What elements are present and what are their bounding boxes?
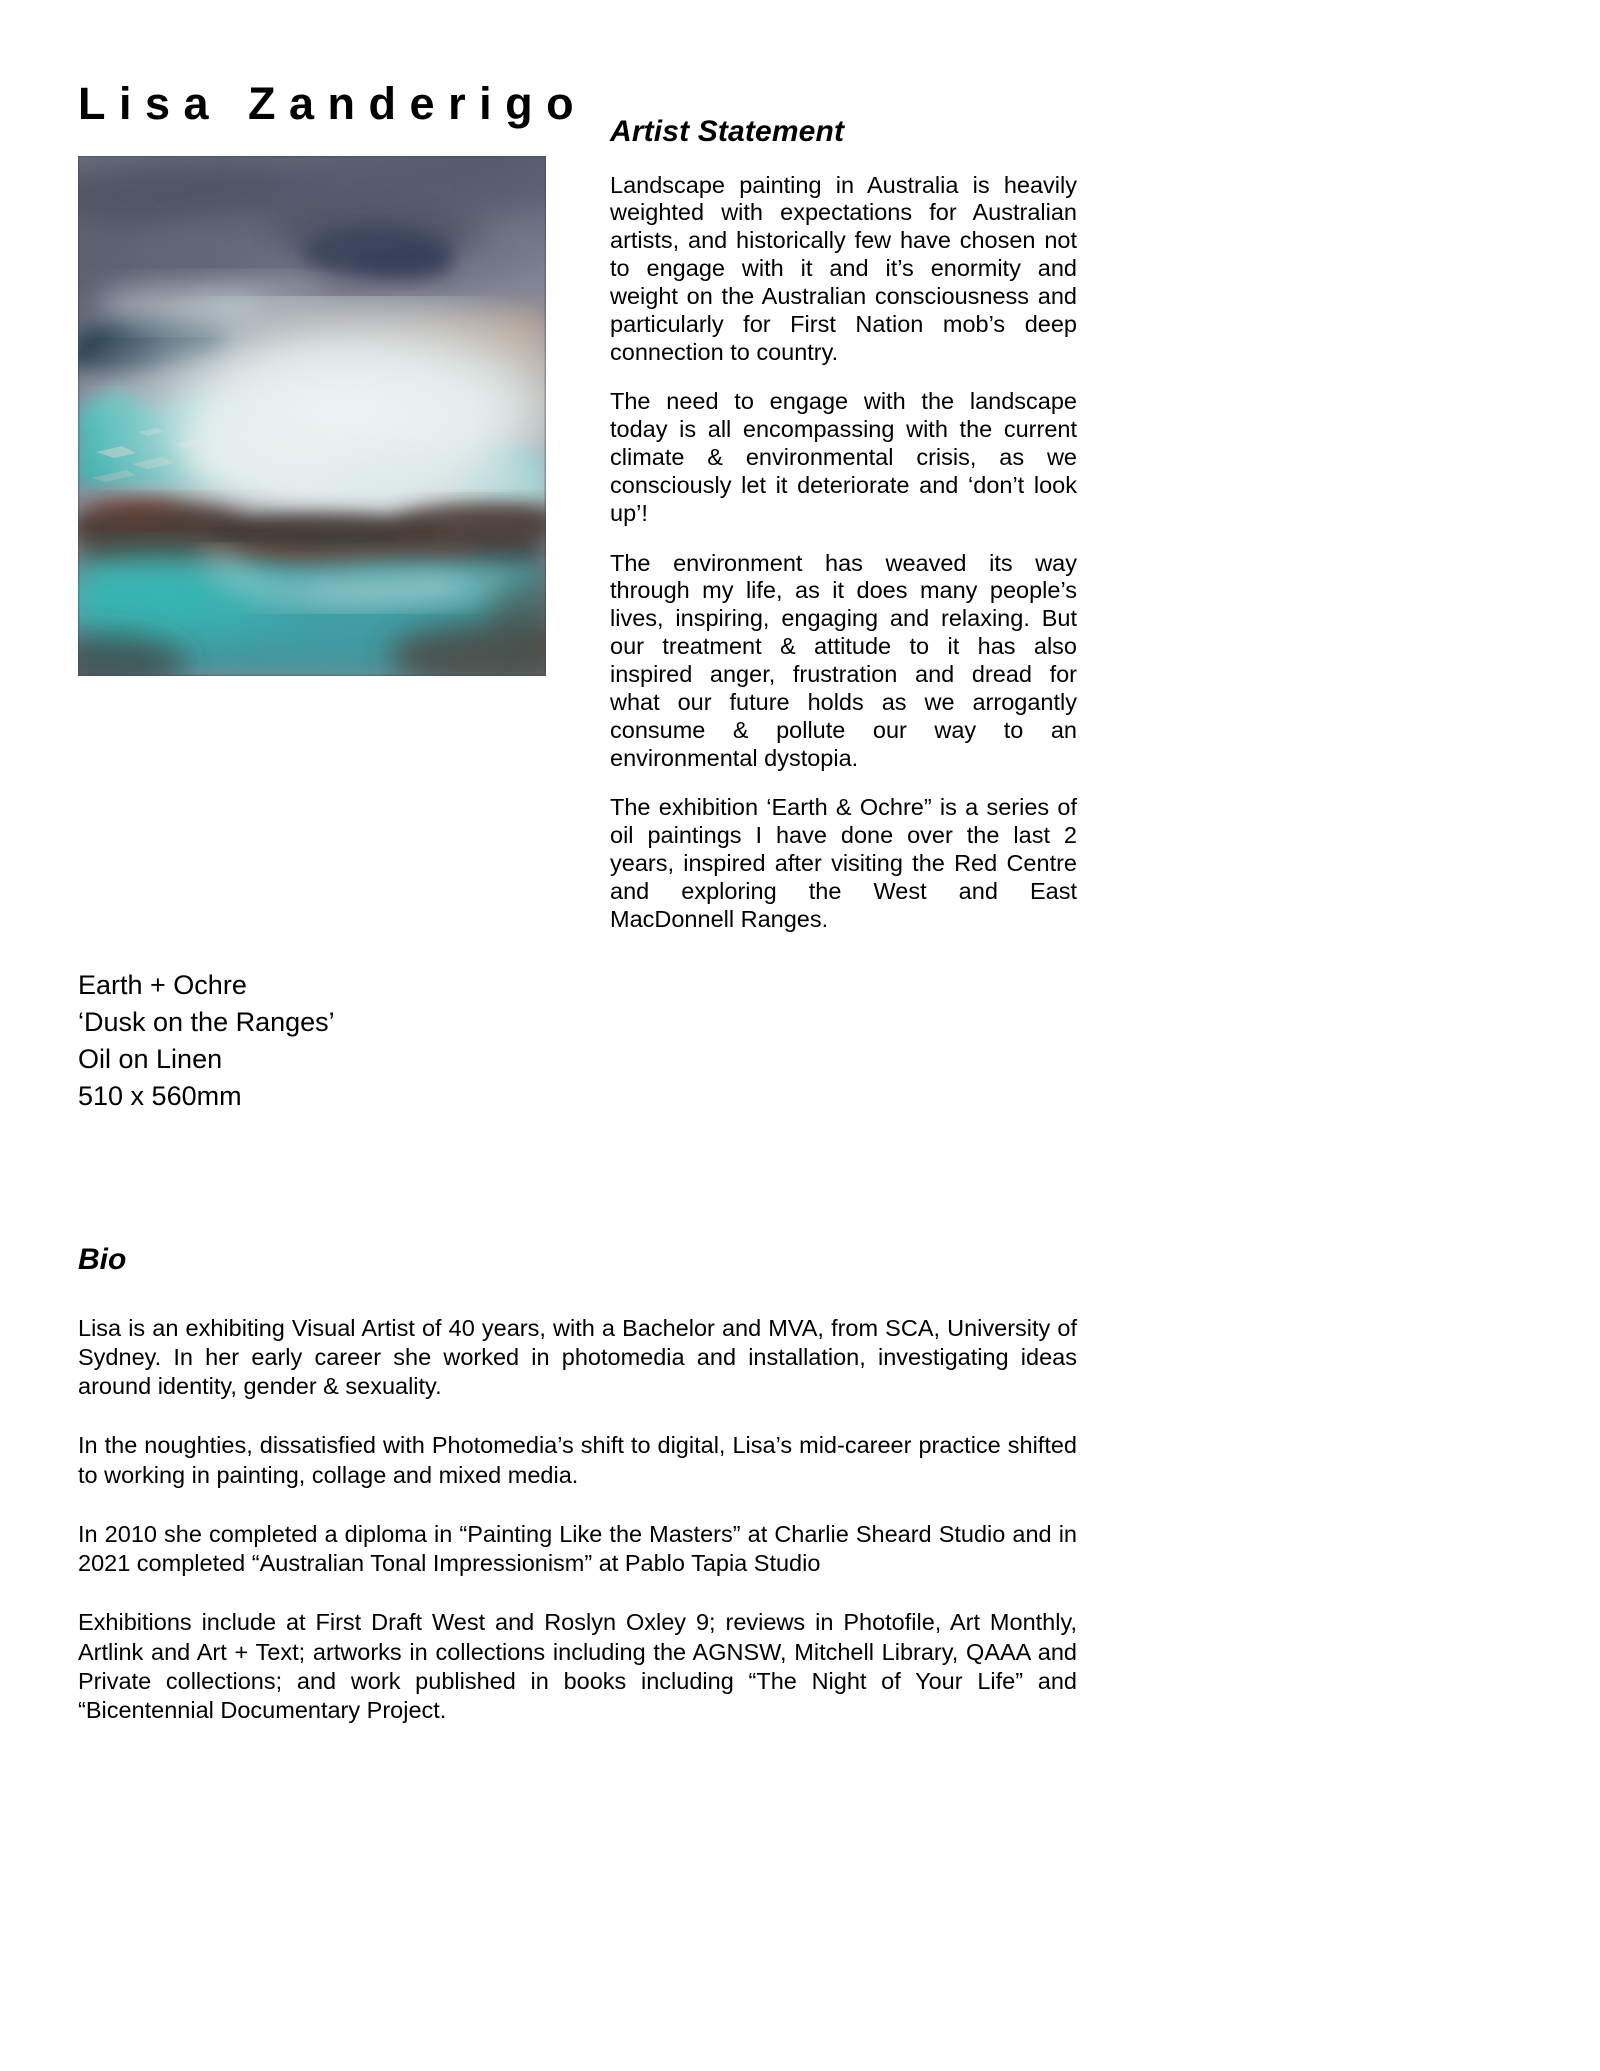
bio-paragraph-4: Exhibitions include at First Draft West and Roslyn Oxley 9; reviews in Photofile, Art Monthly, Artlink and Art + Text; artworks in collections including the AGNSW, Mitchell Library, QAAA and Private collections; and work published in books including “The Night of Your Life” and “Bicentennial Documentary Project. <box>78 1609 1077 1723</box>
caption-work-title: ‘Dusk on the Ranges’ <box>78 1006 335 1037</box>
bio-section <box>78 1243 1077 1725</box>
bio-paragraph-2: In the noughties, dissatisfied with Photomedia’s shift to digital, Lisa’s mid-career practice shifted to working in painting, collage and mixed media. <box>78 1432 1077 1488</box>
artwork-image <box>78 156 546 676</box>
bio-heading: Bio <box>78 1243 127 1276</box>
statement-paragraph-4: The exhibition ‘Earth & Ochre” is a series of oil paintings I have done over the last 2 years, inspired after visiting the Red Centre and exploring the West and East MacDonnell Ranges. <box>610 794 1077 932</box>
page-title: Lisa Zanderigo <box>78 78 588 129</box>
artist-statement-section <box>610 115 1077 934</box>
statement-paragraph-3: The environment has weaved its way through my life, as it does many people’s lives, inspiring, engaging and relaxing. But our treatment & attitude to it has also inspired anger, frustration and dread for what our future holds as we arrogantly consume & pollute our way to an environmental dystopia. <box>610 549 1077 771</box>
caption-series: Earth + Ochre <box>78 970 247 1000</box>
statement-paragraph-1: Landscape painting in Australia is heavily weighted with expectations for Australian artists, and historically few have chosen not to engage with it and it’s enormity and weight on the Australian consciousness and particularly for First Nation mob’s deep connection to country. <box>610 171 1077 365</box>
painting-graphic <box>78 156 546 676</box>
bio-paragraph-3: In 2010 she completed a diploma in “Painting Like the Masters” at Charlie Sheard Studio and in 2021 completed “Australian Tonal Impressionism” at Pablo Tapia Studio <box>78 1520 1077 1576</box>
bio-paragraph-1: Lisa is an exhibiting Visual Artist of 40 years, with a Bachelor and MVA, from SCA, University of Sydney. In her early career she worked in photomedia and installation, investigating ideas around identity, gender & sexuality. <box>78 1314 1077 1399</box>
statement-paragraph-2: The need to engage with the landscape today is all encompassing with the current climate & environmental crisis, as we consciously let it deteriorate and ‘don’t look up’! <box>610 388 1077 526</box>
artwork-caption <box>78 967 558 1114</box>
caption-medium: Oil on Linen <box>78 1043 223 1074</box>
artist-statement-heading: Artist Statement <box>610 115 845 148</box>
caption-dimensions: 510 x 560mm <box>78 1080 242 1111</box>
